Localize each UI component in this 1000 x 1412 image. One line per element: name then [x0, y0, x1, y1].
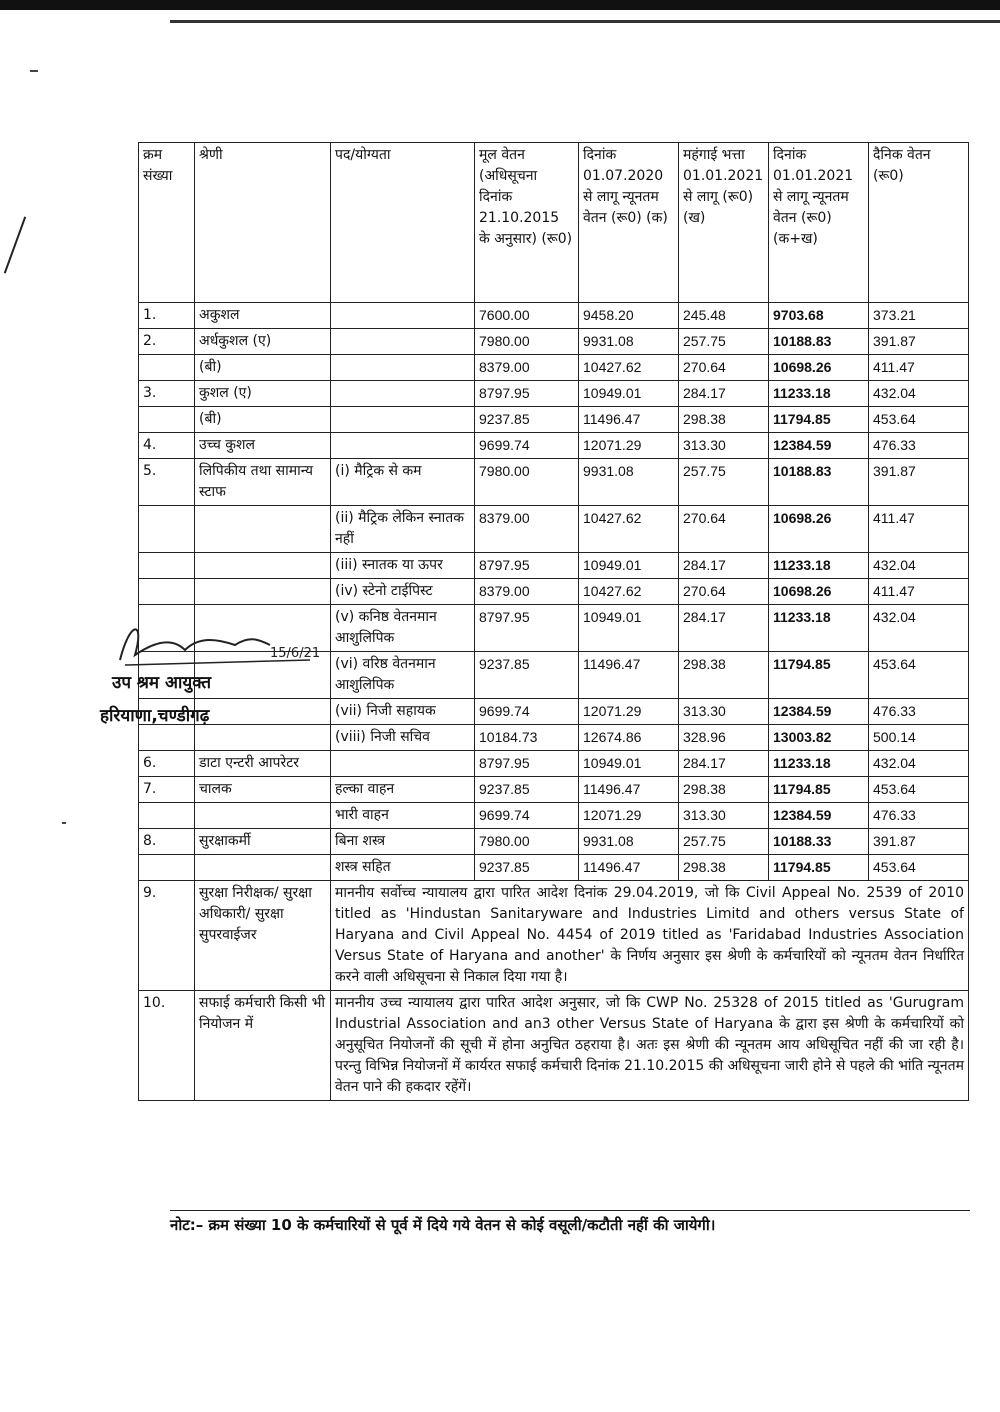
- cell-daily: 476.33: [869, 803, 969, 829]
- cell-category: [195, 803, 331, 829]
- cell-daily: 432.04: [869, 381, 969, 407]
- row9-text: माननीय सर्वोच्च न्यायालय द्वारा पारित आदेश दिनांक 29.04.2019, जो कि Civil Appeal No. 2539 of 2010 titled as 'Hindustan Sanitaryware and Industries Limitd and others versus State of Haryana and Civil Appeal No. 4454 of 2019 titled as 'Faridabad Industries Association Versus State of Haryana and another' के निर्णय अनुसार इस श्रेणी के कर्मचारियों को न्यूनतम वेतन निर्धारित करने वाली अधिसूचना से निकाल दिया गया है।: [331, 881, 969, 991]
- cell-a: 11496.47: [579, 777, 679, 803]
- officer-stamp: [100, 615, 340, 745]
- cell-ab: 11233.18: [769, 553, 869, 579]
- cell-sno: [139, 553, 195, 579]
- cell-daily: 453.64: [869, 855, 969, 881]
- cell-b: 313.30: [679, 433, 769, 459]
- cell-sno: [139, 579, 195, 605]
- cell-sno: [139, 407, 195, 433]
- cell-basic: 7980.00: [475, 829, 579, 855]
- cell-category: [195, 506, 331, 553]
- cell-category: डाटा एन्टरी आपरेटर: [195, 751, 331, 777]
- cell-basic: 8797.95: [475, 605, 579, 652]
- cell-a: 11496.47: [579, 855, 679, 881]
- cell-category: कुशल (ए): [195, 381, 331, 407]
- cell-b: 313.30: [679, 699, 769, 725]
- cell-b: 298.38: [679, 652, 769, 699]
- cell-ab: 11233.18: [769, 605, 869, 652]
- cell-post: (iv) स्टेनो टाईपिस्ट: [331, 579, 475, 605]
- cell-basic: 7980.00: [475, 329, 579, 355]
- cell-ab: 10188.83: [769, 459, 869, 506]
- cell-a: 12071.29: [579, 433, 679, 459]
- cell-category: अर्धकुशल (ए): [195, 329, 331, 355]
- cell-b: 257.75: [679, 829, 769, 855]
- cell-b: 257.75: [679, 329, 769, 355]
- cell-b: 245.48: [679, 303, 769, 329]
- cell-basic: 8797.95: [475, 381, 579, 407]
- table-row: [139, 381, 969, 407]
- cell-b: 284.17: [679, 381, 769, 407]
- cell-a: 12674.86: [579, 725, 679, 751]
- notes-body: [139, 881, 969, 1101]
- cell-post: [331, 407, 475, 433]
- cell-b: 328.96: [679, 725, 769, 751]
- cell-category: सुरक्षाकर्मी: [195, 829, 331, 855]
- cell-ab: 10698.26: [769, 355, 869, 381]
- cell-ab: 12384.59: [769, 433, 869, 459]
- cell-basic: 9699.74: [475, 803, 579, 829]
- cell-b: 257.75: [679, 459, 769, 506]
- table-row: [139, 777, 969, 803]
- cell-b: 298.38: [679, 855, 769, 881]
- cell-post: (iii) स्नातक या ऊपर: [331, 553, 475, 579]
- footnote: नोट:– क्रम संख्या 10 के कर्मचारियों से पूर्व में दिये गये वेतन से कोई वसूली/कटौती नहीं की जायेगी।: [170, 1210, 970, 1235]
- table-row: [139, 803, 969, 829]
- cell-post: [331, 329, 475, 355]
- cell-post: [331, 433, 475, 459]
- cell-daily: 432.04: [869, 553, 969, 579]
- cell-basic: 9699.74: [475, 433, 579, 459]
- cell-daily: 411.47: [869, 579, 969, 605]
- header-daily: दैनिक वेतन (रू0): [869, 143, 969, 303]
- table-row-9: [139, 881, 969, 991]
- stamp-designation: उप श्रम आयुक्त: [112, 673, 212, 693]
- cell-sno: [139, 803, 195, 829]
- table-row: [139, 459, 969, 506]
- cell-sno: 5.: [139, 459, 195, 506]
- cell-ab: 12384.59: [769, 699, 869, 725]
- cell-basic: 9237.85: [475, 855, 579, 881]
- cell-ab: 9703.68: [769, 303, 869, 329]
- cell-b: 298.38: [679, 407, 769, 433]
- cell-daily: 476.33: [869, 699, 969, 725]
- cell-post: [331, 355, 475, 381]
- cell-post: [331, 381, 475, 407]
- cell-basic: 9237.85: [475, 652, 579, 699]
- header-post: पद/योग्यता: [331, 143, 475, 303]
- row10-category: सफाई कर्मचारी किसी भी नियोजन में: [195, 991, 331, 1101]
- cell-sno: 8.: [139, 829, 195, 855]
- wage-table-body: [139, 303, 969, 881]
- cell-b: 284.17: [679, 553, 769, 579]
- cell-a: 10949.01: [579, 751, 679, 777]
- cell-ab: 13003.82: [769, 725, 869, 751]
- cell-b: 313.30: [679, 803, 769, 829]
- cell-basic: 8797.95: [475, 751, 579, 777]
- cell-a: 9458.20: [579, 303, 679, 329]
- signature-image: [110, 615, 340, 675]
- cell-basic: 7600.00: [475, 303, 579, 329]
- header-min-2020: दिनांक 01.07.2020 से लागू न्यूनतम वेतन (रू0) (क): [579, 143, 679, 303]
- margin-slash: [4, 216, 26, 273]
- cell-daily: 411.47: [869, 506, 969, 553]
- cell-basic: 8379.00: [475, 355, 579, 381]
- cell-post: (v) कनिष्ठ वेतनमान आशुलिपिक: [331, 605, 475, 652]
- cell-post: (ii) मैट्रिक लेकिन स्नातक नहीं: [331, 506, 475, 553]
- cell-basic: 8797.95: [475, 553, 579, 579]
- table-row: [139, 579, 969, 605]
- table-row: [139, 829, 969, 855]
- cell-ab: 10698.26: [769, 579, 869, 605]
- cell-category: [195, 553, 331, 579]
- cell-daily: 453.64: [869, 652, 969, 699]
- cell-b: 270.64: [679, 579, 769, 605]
- cell-post: (i) मैट्रिक से कम: [331, 459, 475, 506]
- row10-sno: 10.: [139, 991, 195, 1101]
- cell-a: 10427.62: [579, 579, 679, 605]
- cell-b: 270.64: [679, 506, 769, 553]
- cell-post: [331, 751, 475, 777]
- cell-a: 9931.08: [579, 459, 679, 506]
- cell-a: 12071.29: [579, 803, 679, 829]
- cell-post: भारी वाहन: [331, 803, 475, 829]
- cell-daily: 391.87: [869, 329, 969, 355]
- cell-sno: [139, 855, 195, 881]
- cell-basic: 7980.00: [475, 459, 579, 506]
- cell-category: उच्च कुशल: [195, 433, 331, 459]
- cell-a: 10949.01: [579, 605, 679, 652]
- cell-ab: 10188.33: [769, 829, 869, 855]
- cell-basic: 8379.00: [475, 579, 579, 605]
- table-row: [139, 855, 969, 881]
- cell-basic: 8379.00: [475, 506, 579, 553]
- cell-b: 270.64: [679, 355, 769, 381]
- table-row: [139, 751, 969, 777]
- table-row: [139, 303, 969, 329]
- cell-ab: 11794.85: [769, 777, 869, 803]
- cell-a: 10427.62: [579, 506, 679, 553]
- cell-daily: 500.14: [869, 725, 969, 751]
- cell-ab: 11233.18: [769, 381, 869, 407]
- cell-ab: 11794.85: [769, 855, 869, 881]
- cell-category: [195, 579, 331, 605]
- margin-mark: [30, 70, 38, 72]
- row9-category: सुरक्षा निरीक्षक/ सुरक्षा अधिकारी/ सुरक्षा सुपरवाईजर: [195, 881, 331, 991]
- cell-post: बिना शस्त्र: [331, 829, 475, 855]
- cell-basic: 9699.74: [475, 699, 579, 725]
- cell-ab: 11794.85: [769, 652, 869, 699]
- header-min-2021: दिनांक 01.01.2021 से लागू न्यूनतम वेतन (रू0) (क+ख): [769, 143, 869, 303]
- cell-category: अकुशल: [195, 303, 331, 329]
- cell-a: 11496.47: [579, 407, 679, 433]
- table-row: [139, 433, 969, 459]
- row9-sno: 9.: [139, 881, 195, 991]
- cell-daily: 391.87: [869, 459, 969, 506]
- table-row: [139, 506, 969, 553]
- cell-category: लिपिकीय तथा सामान्य स्टाफ: [195, 459, 331, 506]
- cell-sno: 1.: [139, 303, 195, 329]
- cell-ab: 10188.83: [769, 329, 869, 355]
- cell-daily: 476.33: [869, 433, 969, 459]
- cell-daily: 453.64: [869, 407, 969, 433]
- cell-b: 298.38: [679, 777, 769, 803]
- signature-date: 15/6/21: [270, 646, 321, 661]
- cell-basic: 9237.85: [475, 777, 579, 803]
- cell-b: 284.17: [679, 605, 769, 652]
- stamp-location: हरियाणा,चण्डीगढ़: [100, 706, 210, 726]
- cell-daily: 391.87: [869, 829, 969, 855]
- cell-ab: 11794.85: [769, 407, 869, 433]
- cell-ab: 10698.26: [769, 506, 869, 553]
- cell-a: 9931.08: [579, 329, 679, 355]
- table-row-10: [139, 991, 969, 1101]
- cell-category: (बी): [195, 407, 331, 433]
- cell-category: (बी): [195, 355, 331, 381]
- cell-post: (vi) वरिष्ठ वेतनमान आशुलिपिक: [331, 652, 475, 699]
- cell-sno: 2.: [139, 329, 195, 355]
- cell-basic: 10184.73: [475, 725, 579, 751]
- cell-daily: 432.04: [869, 605, 969, 652]
- cell-ab: 11233.18: [769, 751, 869, 777]
- cell-daily: 373.21: [869, 303, 969, 329]
- table-row: [139, 329, 969, 355]
- cell-a: 10949.01: [579, 381, 679, 407]
- row10-text: माननीय उच्च न्यायालय द्वारा पारित आदेश अनुसार, जो कि CWP No. 25328 of 2015 titled as 'Gurugram Industrial Association and an3 other Versus State of Haryana के द्वारा इस श्रेणी के कर्मचारियों को अनुसूचित नियोजनों की सूची में होना अनुचित ठहराया है। अतः इस श्रेणी की न्यूनतम आय अधिसूचित नहीं की जा रही है। परन्तु विभिन्न नियोजनों में कार्यरत सफाई कर्मचारी दिनांक 21.10.2015 की अधिसूचना जारी होने से पहले की भांति न्यूनतम वेतन पाने की हकदार रहेंगें।: [331, 991, 969, 1101]
- top-border: [0, 0, 1000, 10]
- header-row: [139, 143, 969, 303]
- cell-post: [331, 303, 475, 329]
- cell-ab: 12384.59: [769, 803, 869, 829]
- header-da: महंगाई भत्ता 01.01.2021 से लागू (रू0) (ख): [679, 143, 769, 303]
- cell-sno: 6.: [139, 751, 195, 777]
- cell-category: चालक: [195, 777, 331, 803]
- header-basic: मूल वेतन (अधिसूचना दिनांक 21.10.2015 के अनुसार) (रू0): [475, 143, 579, 303]
- cell-daily: 453.64: [869, 777, 969, 803]
- cell-post: (viii) निजी सचिव: [331, 725, 475, 751]
- cell-sno: [139, 506, 195, 553]
- cell-post: शस्त्र सहित: [331, 855, 475, 881]
- cell-sno: [139, 355, 195, 381]
- cell-daily: 411.47: [869, 355, 969, 381]
- cell-a: 12071.29: [579, 699, 679, 725]
- table-row: [139, 553, 969, 579]
- cell-b: 284.17: [679, 751, 769, 777]
- cell-basic: 9237.85: [475, 407, 579, 433]
- cell-a: 9931.08: [579, 829, 679, 855]
- cell-sno: 4.: [139, 433, 195, 459]
- cell-sno: 7.: [139, 777, 195, 803]
- table-row: [139, 407, 969, 433]
- cell-daily: 432.04: [869, 751, 969, 777]
- header-rule: [170, 20, 1000, 23]
- cell-category: [195, 855, 331, 881]
- cell-a: 11496.47: [579, 652, 679, 699]
- cell-a: 10949.01: [579, 553, 679, 579]
- cell-post: (vii) निजी सहायक: [331, 699, 475, 725]
- margin-dot: [62, 822, 66, 824]
- table-row: [139, 355, 969, 381]
- cell-a: 10427.62: [579, 355, 679, 381]
- header-category: श्रेणी: [195, 143, 331, 303]
- cell-sno: 3.: [139, 381, 195, 407]
- header-sno: क्रम संख्या: [139, 143, 195, 303]
- cell-post: हल्का वाहन: [331, 777, 475, 803]
